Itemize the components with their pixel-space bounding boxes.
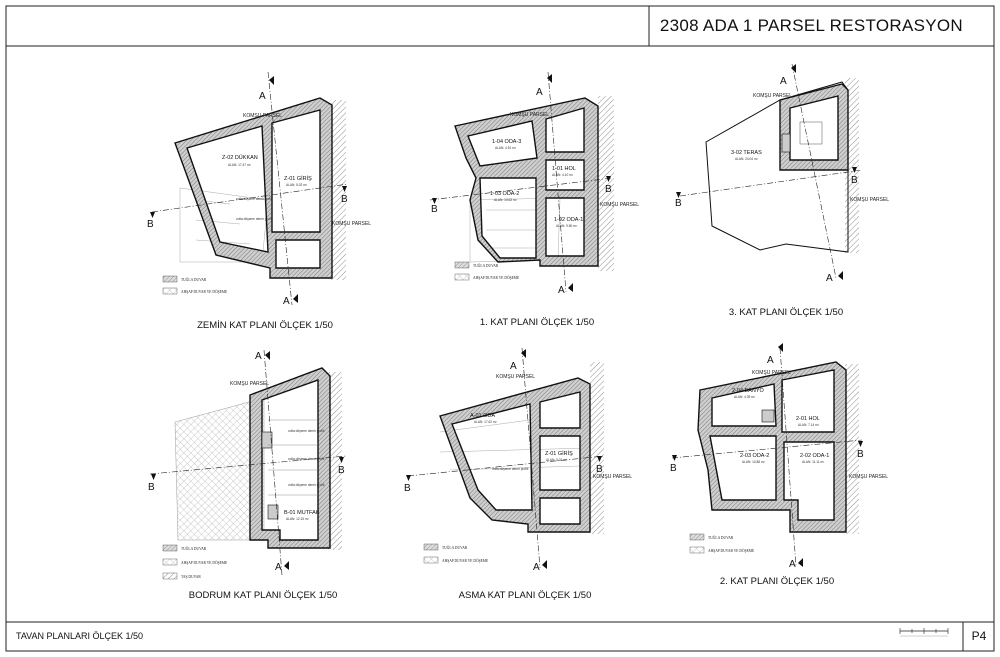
section-marker-a: A (283, 296, 290, 307)
neighbour-label-top: KOMŞU PARSEL (230, 381, 270, 387)
section-marker-a: A (255, 351, 262, 362)
section-marker-a: A (558, 285, 565, 296)
section-marker-b: B (148, 482, 155, 493)
section-marker-a: A (826, 273, 833, 284)
legend-label: AHŞAP DUVAR VE DÖŞEME (708, 549, 755, 553)
room-area: ALAN: 5.02 m² (546, 458, 567, 462)
legend-label: TUĞLA DUVAR (181, 278, 207, 282)
legend-swatch (424, 544, 438, 550)
neighbour-label-right: KOMŞU PARSEL (593, 474, 633, 480)
scale-bar (900, 628, 948, 636)
plan-ikinci (670, 343, 888, 587)
room-area: ALAN: 24.04 m² (735, 157, 758, 161)
plan-caption: 2. KAT PLANI ÖLÇEK 1/50 (719, 576, 835, 587)
ceiling-note: volta döşeme demir profili (492, 467, 529, 471)
room-label: 1-01 HOL (552, 166, 576, 172)
section-marker-a: A (510, 361, 517, 372)
room-label: 1-03 ODA-2 (490, 191, 520, 197)
room-label: 3-02 TERAS (731, 150, 762, 156)
legend-swatch (163, 573, 177, 579)
plan-ucuncu (675, 64, 889, 318)
section-marker-b: B (341, 194, 348, 205)
fixture (762, 410, 774, 422)
plan-zemin (147, 72, 371, 331)
section-arrow-icon (547, 74, 552, 83)
section-arrow-icon (798, 558, 803, 567)
neighbour-label-right: KOMŞU PARSEL (849, 474, 889, 480)
ceiling-note: volta döşeme demir profili (288, 457, 325, 461)
section-arrow-icon (269, 76, 274, 85)
legend-swatch (690, 547, 704, 553)
room-label: 2-03 ODA-2 (740, 453, 770, 459)
section-arrow-icon (265, 351, 270, 360)
legend-label: TUĞLA DUVAR (473, 264, 499, 268)
plan-asma (404, 348, 632, 601)
section-arrow-icon (284, 561, 289, 570)
page-number: P4 (971, 629, 987, 643)
section-marker-a: A (259, 91, 266, 102)
room-label: B-01 MUTFAK (284, 510, 320, 516)
room-label: A-01 ODA (470, 413, 496, 419)
room-label: 2-02 ODA-1 (800, 453, 830, 459)
room-label: Z-01 GİRİŞ (545, 451, 573, 457)
room-label: Z-02 DÜKKAN (222, 155, 258, 161)
sheet-title: 2308 ADA 1 PARSEL RESTORASYON (659, 16, 963, 35)
room-label: 1-02 ODA-1 (554, 217, 584, 223)
neighbour-label-right: KOMŞU PARSEL (850, 197, 890, 203)
legend-swatch (163, 559, 177, 565)
section-arrow-icon (521, 349, 526, 358)
legend-label: TUĞLA DUVAR (181, 547, 207, 551)
section-arrow-icon (293, 294, 298, 303)
room-area: ALAN: 10.88 m² (742, 460, 765, 464)
section-arrow-icon (151, 474, 156, 480)
neighbour-label-top: KOMŞU PARSEL (243, 113, 283, 119)
skylight (800, 122, 822, 144)
room-area: ALAN: 17.47 m² (228, 163, 251, 167)
neighbour-hatch (590, 362, 604, 534)
wall-niche (262, 432, 272, 448)
section-marker-b: B (338, 465, 345, 476)
room-area: ALAN: 10.63 m² (494, 198, 517, 202)
plan-caption: ZEMİN KAT PLANI ÖLÇEK 1/50 (197, 320, 333, 331)
section-marker-b: B (675, 198, 682, 209)
section-marker-a: A (767, 355, 774, 366)
neighbour-label-top: KOMŞU PARSEL (753, 93, 793, 99)
plan-caption: BODRUM KAT PLANI ÖLÇEK 1/50 (188, 590, 338, 601)
section-arrow-icon (542, 560, 547, 569)
section-marker-b: B (670, 463, 677, 474)
legend-label: AHŞAP DUVAR VE DÖŞEME (473, 276, 520, 280)
chimney (782, 134, 790, 152)
section-marker-b: B (404, 483, 411, 494)
legend-label: TUĞLA DUVAR (708, 536, 734, 540)
neighbour-label-right: KOMŞU PARSEL (600, 202, 640, 208)
section-arrow-icon (150, 212, 155, 218)
section-marker-b: B (851, 175, 858, 186)
room-area: ALAN: 9.80 m² (556, 224, 577, 228)
ceiling-note: volta döşeme demir profili (236, 197, 273, 201)
section-line-b (680, 170, 862, 196)
room-area: ALAN: 12.15 m² (286, 517, 309, 521)
building-walls (698, 362, 846, 532)
neighbour-label-right: KOMŞU PARSEL (332, 221, 372, 227)
legend-swatch (163, 288, 177, 294)
room-area: ALAN: 4.51 m² (495, 146, 516, 150)
plan-caption: ASMA KAT PLANI ÖLÇEK 1/50 (458, 590, 592, 601)
legend-label: AHŞAP DUVAR VE DÖŞEME (181, 561, 228, 565)
section-marker-a: A (780, 76, 787, 87)
legend-swatch (163, 276, 177, 282)
room-label: 2-01 HOL (796, 416, 820, 422)
section-marker-b: B (605, 184, 612, 195)
plan-bodrum (148, 350, 346, 601)
section-marker-b: B (857, 449, 864, 460)
room-label: 1-04 ODA-3 (492, 139, 522, 145)
section-marker-a: A (536, 87, 543, 98)
neighbour-label-top: KOMŞU PARSEL (510, 112, 550, 118)
legend-label: AHŞAP DUVAR VE DÖŞEME (442, 559, 489, 563)
section-marker-a: A (275, 562, 282, 573)
room-area: ALAN: 4.10 m² (552, 173, 573, 177)
legend-swatch (690, 534, 704, 540)
ceiling-note: volta döşeme demir profili (288, 483, 325, 487)
legend-label: TAŞ DUVAR (181, 575, 201, 579)
section-arrow-icon (791, 64, 796, 73)
room-area: ALAN: 5.02 m² (286, 183, 307, 187)
section-arrow-icon (406, 475, 411, 481)
ceiling-note: volta döşeme demir profili (236, 217, 273, 221)
neighbour-label-top: KOMŞU PARSEL (496, 374, 536, 380)
section-marker-b: B (596, 464, 603, 475)
section-marker-a: A (789, 559, 796, 570)
building-walls (175, 98, 332, 278)
section-arrow-icon (778, 343, 783, 352)
room-label: 2-04 BANYO (732, 388, 764, 394)
legend-swatch (455, 274, 469, 280)
legend-swatch (455, 262, 469, 268)
plan-caption: 1. KAT PLANI ÖLÇEK 1/50 (479, 317, 595, 328)
section-arrow-icon (838, 271, 843, 280)
room-label: Z-01 GİRİŞ (284, 176, 312, 182)
room-area: ALAN: 7.14 m² (798, 423, 819, 427)
legend-label: TUĞLA DUVAR (442, 546, 468, 550)
section-arrow-icon (568, 283, 573, 292)
footer-title: TAVAN PLANLARI ÖLÇEK 1/50 (16, 631, 144, 641)
ceiling-note: volta döşeme demir profili (288, 429, 325, 433)
neighbour-label-top: KOMŞU PARSEL (752, 370, 792, 376)
room-area: ALAN: 17.62 m² (474, 420, 497, 424)
room-area: ALAN: 11.11 m² (802, 460, 825, 464)
section-marker-a: A (533, 562, 540, 573)
plan-birinci (430, 72, 639, 328)
section-marker-b: B (147, 219, 154, 230)
section-marker-b: B (431, 204, 438, 215)
legend-swatch (424, 557, 438, 563)
plan-caption: 3. KAT PLANI ÖLÇEK 1/50 (728, 307, 844, 318)
legend-swatch (163, 545, 177, 551)
room-area: ALAN: 4.39 m² (734, 395, 755, 399)
legend-label: AHŞAP DUVAR VE DÖŞEME (181, 290, 228, 294)
